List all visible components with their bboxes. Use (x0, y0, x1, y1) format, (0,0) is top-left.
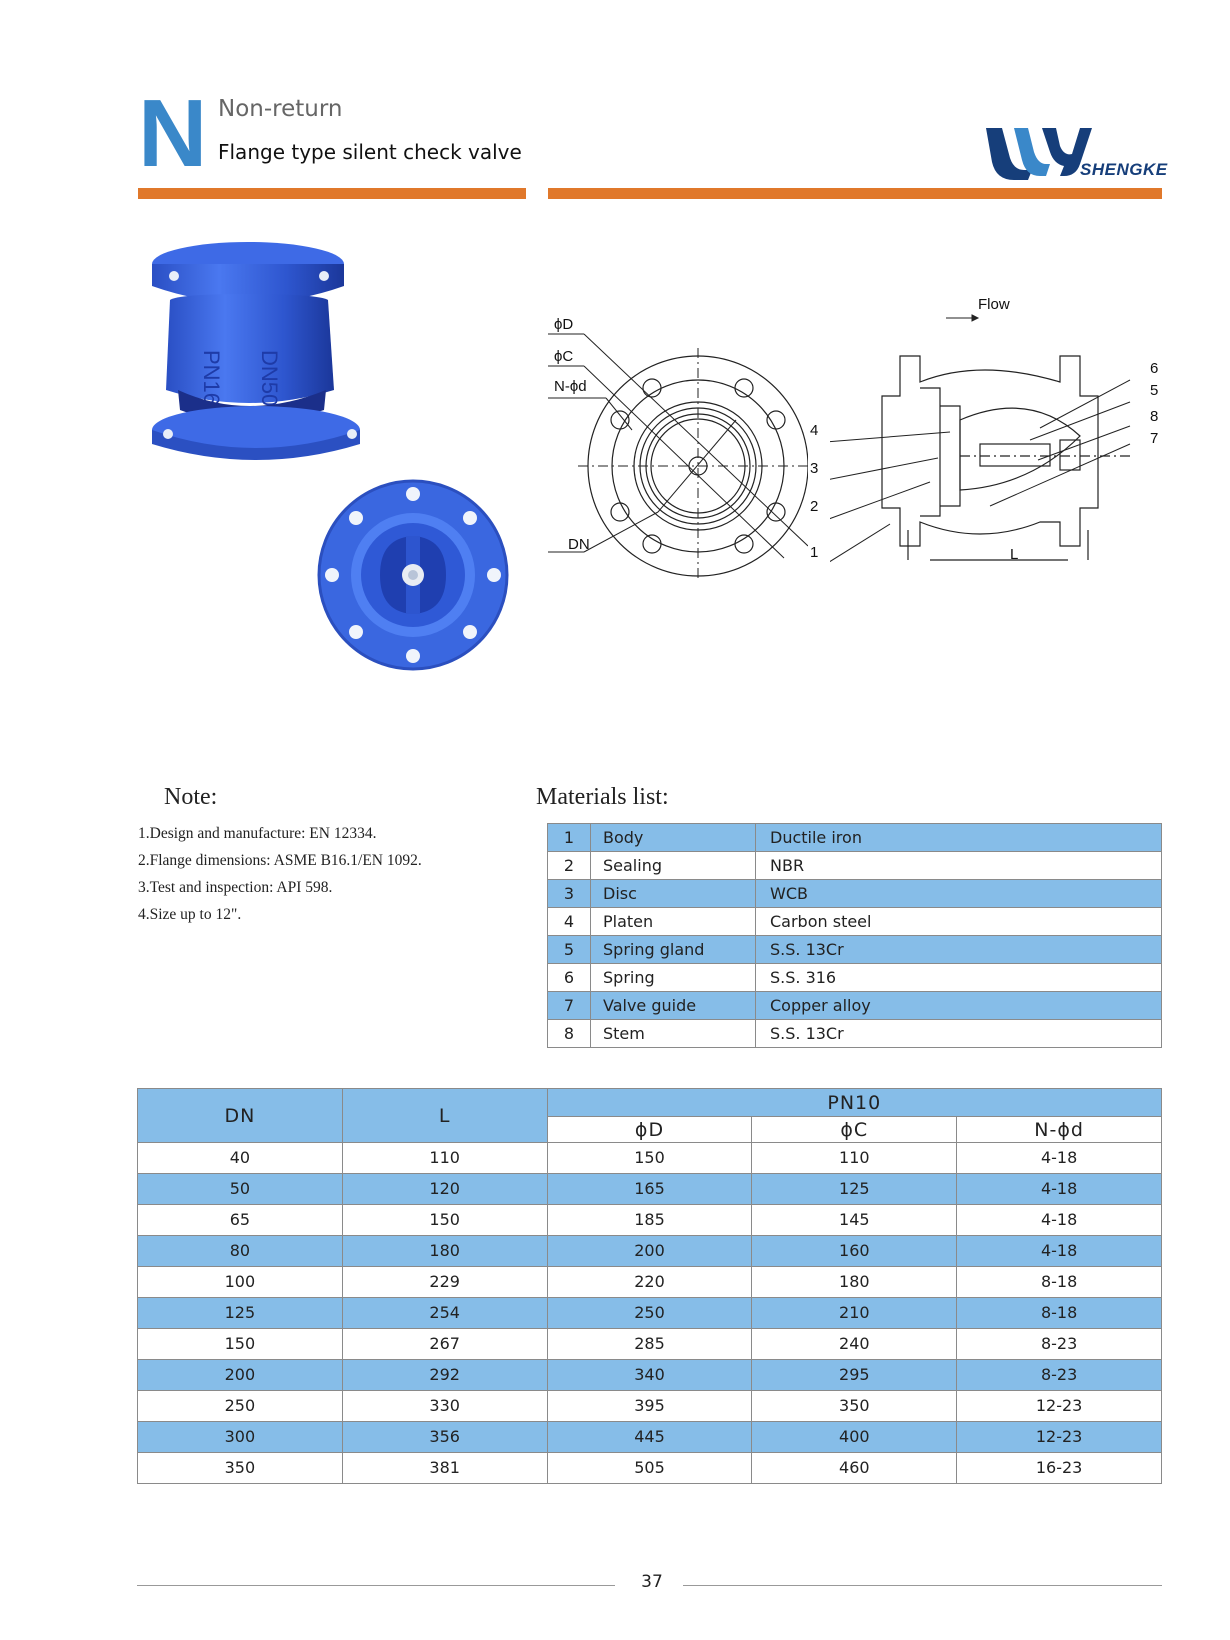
callout-5: 5 (1150, 382, 1159, 399)
header-bolt-circle: ϕC (752, 1117, 957, 1143)
part-number: 7 (548, 992, 591, 1020)
category-title: Non-return (218, 96, 343, 122)
table-row (138, 1236, 1162, 1267)
cell-dn: 125 (138, 1298, 343, 1329)
header-pressure-class: PN10 (547, 1089, 1161, 1117)
materials-table (547, 823, 1162, 1048)
cell-bolt-circle: 145 (752, 1205, 957, 1236)
callout-4: 4 (810, 422, 819, 439)
cell-bolt-holes: 12-23 (957, 1422, 1162, 1453)
table-row (138, 1391, 1162, 1422)
part-material: Ductile iron (756, 824, 1162, 852)
note-item: 3.Test and inspection: API 598. (138, 879, 333, 896)
cell-bolt-holes: 16-23 (957, 1453, 1162, 1484)
product-title: Flange type silent check valve (218, 140, 522, 164)
cell-bolt-holes: 8-18 (957, 1267, 1162, 1298)
table-row (138, 1143, 1162, 1174)
cell-outer-diameter: 285 (547, 1329, 752, 1360)
section-view-diagram (810, 296, 1170, 600)
cell-outer-diameter: 340 (547, 1360, 752, 1391)
part-name: Disc (591, 880, 756, 908)
part-name: Spring (591, 964, 756, 992)
front-view-diagram (548, 316, 808, 580)
part-name: Valve guide (591, 992, 756, 1020)
cell-length: 110 (342, 1143, 547, 1174)
cell-outer-diameter: 165 (547, 1174, 752, 1205)
header-divider-left (138, 188, 526, 199)
table-row (138, 1298, 1162, 1329)
logo-mark-icon (984, 124, 1094, 184)
part-material: S.S. 316 (756, 964, 1162, 992)
footer-rule-right (683, 1585, 1162, 1586)
cell-length: 381 (342, 1453, 547, 1484)
part-number: 6 (548, 964, 591, 992)
cell-dn: 250 (138, 1391, 343, 1422)
cell-bolt-circle: 210 (752, 1298, 957, 1329)
callout-7: 7 (1150, 430, 1159, 447)
cell-bolt-circle: 240 (752, 1329, 957, 1360)
cell-dn: 300 (138, 1422, 343, 1453)
part-number: 4 (548, 908, 591, 936)
callout-6: 6 (1150, 360, 1159, 377)
cell-bolt-holes: 4-18 (957, 1236, 1162, 1267)
header-divider-right (548, 188, 1162, 199)
cell-length: 292 (342, 1360, 547, 1391)
table-row (138, 1329, 1162, 1360)
brand-logo (984, 124, 1166, 184)
note-list (138, 820, 422, 928)
note-item: 1.Design and manufacture: EN 12334. (138, 825, 377, 842)
callout-1: 1 (810, 544, 819, 561)
part-name: Spring gland (591, 936, 756, 964)
part-material: Carbon steel (756, 908, 1162, 936)
cell-length: 254 (342, 1298, 547, 1329)
cell-dn: 100 (138, 1267, 343, 1298)
cell-bolt-circle: 400 (752, 1422, 957, 1453)
part-material: Copper alloy (756, 992, 1162, 1020)
cell-dn: 40 (138, 1143, 343, 1174)
part-name: Platen (591, 908, 756, 936)
table-row (548, 908, 1162, 936)
cell-length: 150 (342, 1205, 547, 1236)
table-row (138, 1422, 1162, 1453)
cell-bolt-circle: 295 (752, 1360, 957, 1391)
table-row (138, 1267, 1162, 1298)
dimensions-table (137, 1088, 1162, 1484)
note-item: 4.Size up to 12". (138, 906, 242, 923)
cell-bolt-holes: 12-23 (957, 1391, 1162, 1422)
svg-text:PN16: PN16 (199, 350, 224, 406)
cell-bolt-holes: 4-18 (957, 1143, 1162, 1174)
cell-dn: 65 (138, 1205, 343, 1236)
part-number: 8 (548, 1020, 591, 1048)
footer-rule-left (137, 1585, 615, 1586)
cell-outer-diameter: 505 (547, 1453, 752, 1484)
part-material: S.S. 13Cr (756, 936, 1162, 964)
part-name: Body (591, 824, 756, 852)
valve-side-photo (148, 240, 376, 466)
table-row (548, 1020, 1162, 1048)
table-row (138, 1453, 1162, 1484)
label-bolt-holes: N-ϕd (554, 378, 587, 395)
cell-outer-diameter: 150 (547, 1143, 752, 1174)
cell-bolt-holes: 8-23 (957, 1329, 1162, 1360)
note-item: 2.Flange dimensions: ASME B16.1/EN 1092. (138, 852, 422, 869)
cell-bolt-circle: 110 (752, 1143, 957, 1174)
table-row (138, 1360, 1162, 1391)
label-flow: Flow (978, 296, 1010, 313)
table-row (548, 992, 1162, 1020)
cell-bolt-holes: 8-18 (957, 1298, 1162, 1329)
brand-name: SHENGKE (1080, 160, 1168, 179)
table-row (138, 1174, 1162, 1205)
cell-dn: 150 (138, 1329, 343, 1360)
page-number: 37 (641, 1572, 663, 1592)
cell-length: 229 (342, 1267, 547, 1298)
cell-outer-diameter: 395 (547, 1391, 752, 1422)
cell-length: 267 (342, 1329, 547, 1360)
header-bolt-holes: N-ϕd (957, 1117, 1162, 1143)
cell-outer-diameter: 220 (547, 1267, 752, 1298)
cell-bolt-circle: 180 (752, 1267, 957, 1298)
table-row (548, 852, 1162, 880)
cell-bolt-holes: 4-18 (957, 1205, 1162, 1236)
table-row (548, 880, 1162, 908)
cell-outer-diameter: 250 (547, 1298, 752, 1329)
cell-length: 356 (342, 1422, 547, 1453)
part-number: 1 (548, 824, 591, 852)
cell-length: 180 (342, 1236, 547, 1267)
label-outer-diameter: ϕD (554, 316, 574, 333)
cell-dn: 80 (138, 1236, 343, 1267)
cell-dn: 200 (138, 1360, 343, 1391)
table-row (548, 964, 1162, 992)
part-name: Sealing (591, 852, 756, 880)
part-number: 5 (548, 936, 591, 964)
cell-dn: 350 (138, 1453, 343, 1484)
table-row (548, 824, 1162, 852)
materials-heading: Materials list: (536, 784, 669, 810)
cell-outer-diameter: 185 (547, 1205, 752, 1236)
callout-2: 2 (810, 498, 819, 515)
cell-length: 120 (342, 1174, 547, 1205)
part-material: NBR (756, 852, 1162, 880)
valve-face-photo (316, 478, 510, 672)
dimensions-body (138, 1143, 1162, 1484)
table-row (548, 936, 1162, 964)
cell-outer-diameter: 200 (547, 1236, 752, 1267)
header-dn: DN (138, 1089, 343, 1143)
section-view-drawing (830, 310, 1170, 600)
label-bolt-circle: ϕC (554, 348, 574, 365)
note-heading: Note: (164, 784, 218, 810)
callout-3: 3 (810, 460, 819, 477)
label-dn: DN (568, 536, 590, 553)
cell-length: 330 (342, 1391, 547, 1422)
cell-bolt-circle: 125 (752, 1174, 957, 1205)
cell-bolt-holes: 8-23 (957, 1360, 1162, 1391)
callout-8: 8 (1150, 408, 1159, 425)
cell-dn: 50 (138, 1174, 343, 1205)
part-number: 2 (548, 852, 591, 880)
part-number: 3 (548, 880, 591, 908)
cell-bolt-holes: 4-18 (957, 1174, 1162, 1205)
svg-text:DN50: DN50 (257, 350, 282, 407)
part-name: Stem (591, 1020, 756, 1048)
header-length: L (342, 1089, 547, 1143)
part-material: S.S. 13Cr (756, 1020, 1162, 1048)
table-row (138, 1205, 1162, 1236)
header-outer-diameter: ϕD (547, 1117, 752, 1143)
cell-bolt-circle: 460 (752, 1453, 957, 1484)
cell-outer-diameter: 445 (547, 1422, 752, 1453)
part-material: WCB (756, 880, 1162, 908)
cell-bolt-circle: 350 (752, 1391, 957, 1422)
cell-bolt-circle: 160 (752, 1236, 957, 1267)
section-letter: N (138, 80, 206, 187)
label-length: L (1010, 546, 1019, 563)
